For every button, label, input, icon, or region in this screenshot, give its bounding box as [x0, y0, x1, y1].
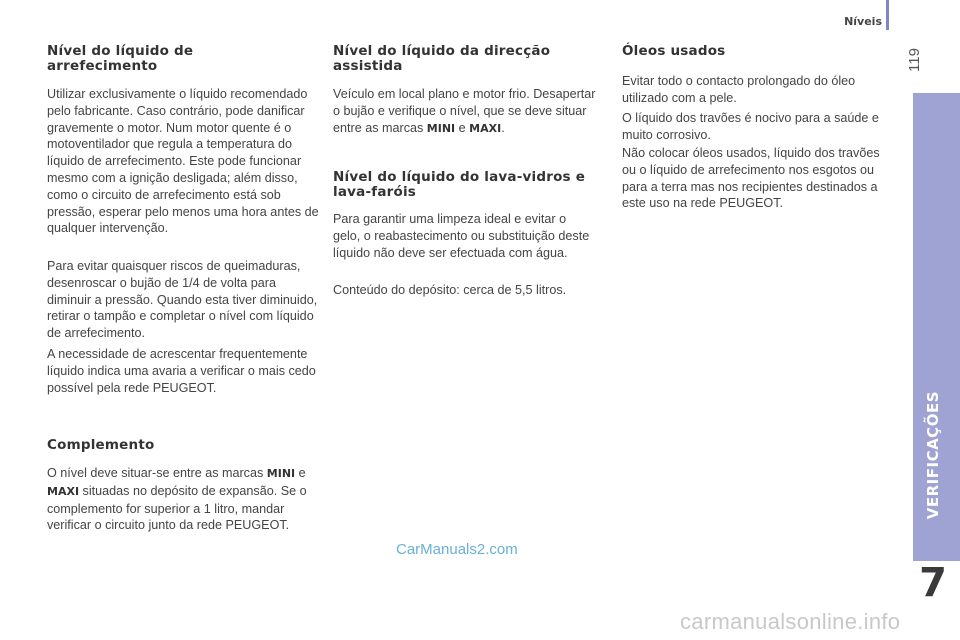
chapter-label [913, 360, 953, 550]
used-oils-paragraph-3: Não colocar óleos usados, líquido dos travões ou o líquido de arrefecimento nos esgotos ou para a terra mas nos recipientes destinados a este uso na rede PEUGEOT. [622, 146, 880, 211]
coolant-paragraph-1: Utilizar exclusivamente o líquido recomendado pelo fabricante. Caso contrário, pode danificar gravemente o motor. Num motor quente é o motoventilador que regula a temperatura do líquido de arrefecimento. Este pode funcionar mesmo com a ignição desligada; além disso, como o circuito de arrefecimento está sob pressão, esperar pelo menos uma hora antes de qualquer intervenção. [47, 87, 319, 236]
coolant-paragraph-2: Para evitar quaisquer riscos de queimaduras, desenroscar o bujão de 1/4 de volta para diminuir a pressão. Quando esta tiver diminuido, retirar o tampão e completar o nível com líquido de arrefecimento. [47, 259, 318, 341]
header-divider [886, 0, 889, 30]
watermark-carmanuals2: CarManuals2.com [396, 541, 518, 558]
watermark-carmanualsonline: carmanualsonline.info [680, 609, 901, 634]
page-number: 119 [906, 48, 923, 72]
coolant-paragraph-3: A necessidade de acrescentar frequentemente líquido indica uma avaria a verificar o mais cedo possível pela rede PEUGEOT. [47, 347, 316, 395]
mark-maxi: MAXI [469, 121, 502, 135]
chapter-label-text: VERIFICAÇÕES [924, 390, 942, 520]
complemento-paragraph: O nível deve situar-se entre as marcas MINI e MAXI situadas no depósito de expansão. Se o complemento for superior a 1 litro, mandar verificar o circuito junto da rede PEUGEOT. [47, 466, 307, 533]
section-title-complemento: Complemento [47, 437, 155, 453]
page-section-title: Níveis [844, 15, 882, 28]
washer-paragraph-2: Conteúdo do depósito: cerca de 5,5 litros. [333, 283, 567, 297]
washer-paragraph-1: Para garantir uma limpeza ideal e evitar o gelo, o reabastecimento ou substituição deste líquido não deve ser efectuada com água. [333, 212, 590, 260]
mark-mini: MINI [266, 467, 296, 480]
mark-maxi: MAXI [47, 484, 80, 498]
chapter-number: 7 [919, 560, 947, 606]
section-title-used-oils: Óleos usados [622, 43, 726, 59]
used-oils-paragraph-1: Evitar todo o contacto prolongado do óleo utilizado com a pele. [622, 74, 856, 105]
section-title-coolant: Nível do líquido de arrefecimento [47, 43, 194, 74]
mark-mini: MINI [426, 121, 456, 135]
section-title-power-steering: Nível do líquido da direcção assistida [333, 43, 551, 74]
used-oils-paragraph-2: O líquido dos travões é nocivo para a saúde e muito corrosivo. [622, 111, 879, 142]
section-title-washer: Nível do líquido do lava-vidros e lava-faróis [333, 169, 586, 200]
power-steering-paragraph: Veículo em local plano e motor frio. Desapertar o bujão e verifique o nível, que se deve situar entre as marcas MINI e MAXI. [333, 87, 596, 135]
